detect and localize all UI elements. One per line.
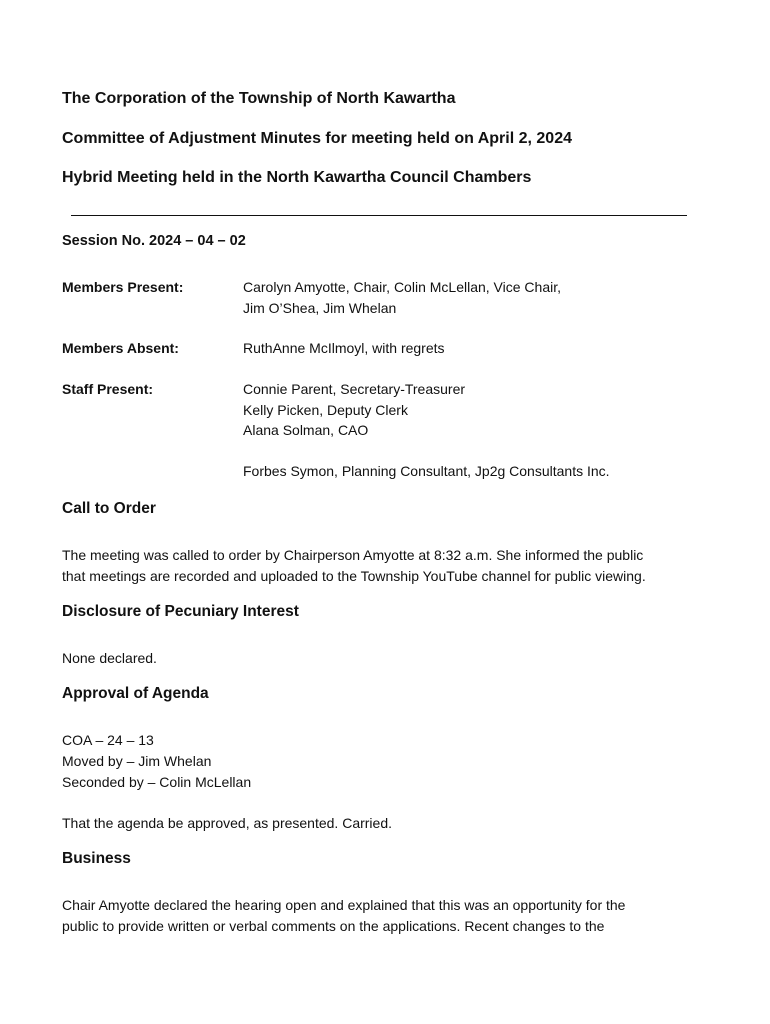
staff-present-line: Kelly Picken, Deputy Clerk [243,401,408,418]
staff-present-line: Alana Solman, CAO [243,422,369,438]
members-present-label: Members Present: [62,279,184,295]
pecuniary-heading: Disclosure of Pecuniary Interest [62,603,299,620]
paragraph-line: that meetings are recorded and uploaded to the Township YouTube channel for public viewing. [62,568,646,584]
moved-by: Moved by – Jim Whelan [62,753,212,769]
staff-present-label: Staff Present: [62,381,154,397]
meeting-title: Committee of Adjustment Minutes for meeting held on April 2, 2024 [62,130,572,147]
call-to-order-heading: Call to Order [62,500,156,517]
agenda-heading: Approval of Agenda [62,685,209,702]
staff-present-list [243,379,465,441]
staff-present-line: Connie Parent, Secretary-Treasurer [243,381,466,397]
pecuniary-text: None declared. [62,650,157,666]
members-absent-label: Members Absent: [62,340,179,356]
paragraph-line: public to provide written or verbal comments on the applications. Recent changes to the [62,918,605,934]
meeting-location: Hybrid Meeting held in the North Kawartha Council Chambers [62,169,532,186]
session-number: Session No. 2024 – 04 – 02 [62,233,246,249]
members-present-line: Jim O’Shea, Jim Whelan [243,299,397,316]
members-present-line: Carolyn Amyotte, Chair, Colin McLellan, Vice Chair, [243,279,561,295]
seconded-by: Seconded by – Colin McLellan [62,774,252,790]
township-title: The Corporation of the Township of North Kawartha [62,90,456,107]
agenda-motion [62,730,251,793]
members-present-list [243,277,561,318]
consultant-present: Forbes Symon, Planning Consultant, Jp2g Consultants Inc. [243,463,610,479]
paragraph-line: The meeting was called to order by Chairperson Amyotte at 8:32 a.m. She informed the public [62,547,644,563]
business-text [62,895,625,937]
header-divider [71,215,687,216]
business-heading: Business [62,850,131,867]
call-to-order-text [62,545,646,587]
paragraph-line: Chair Amyotte declared the hearing open and explained that this was an opportunity for the [62,897,626,913]
agenda-resolution: That the agenda be approved, as presented. Carried. [62,815,392,831]
motion-number: COA – 24 – 13 [62,732,154,748]
members-absent-value: RuthAnne McIlmoyl, with regrets [243,340,445,356]
